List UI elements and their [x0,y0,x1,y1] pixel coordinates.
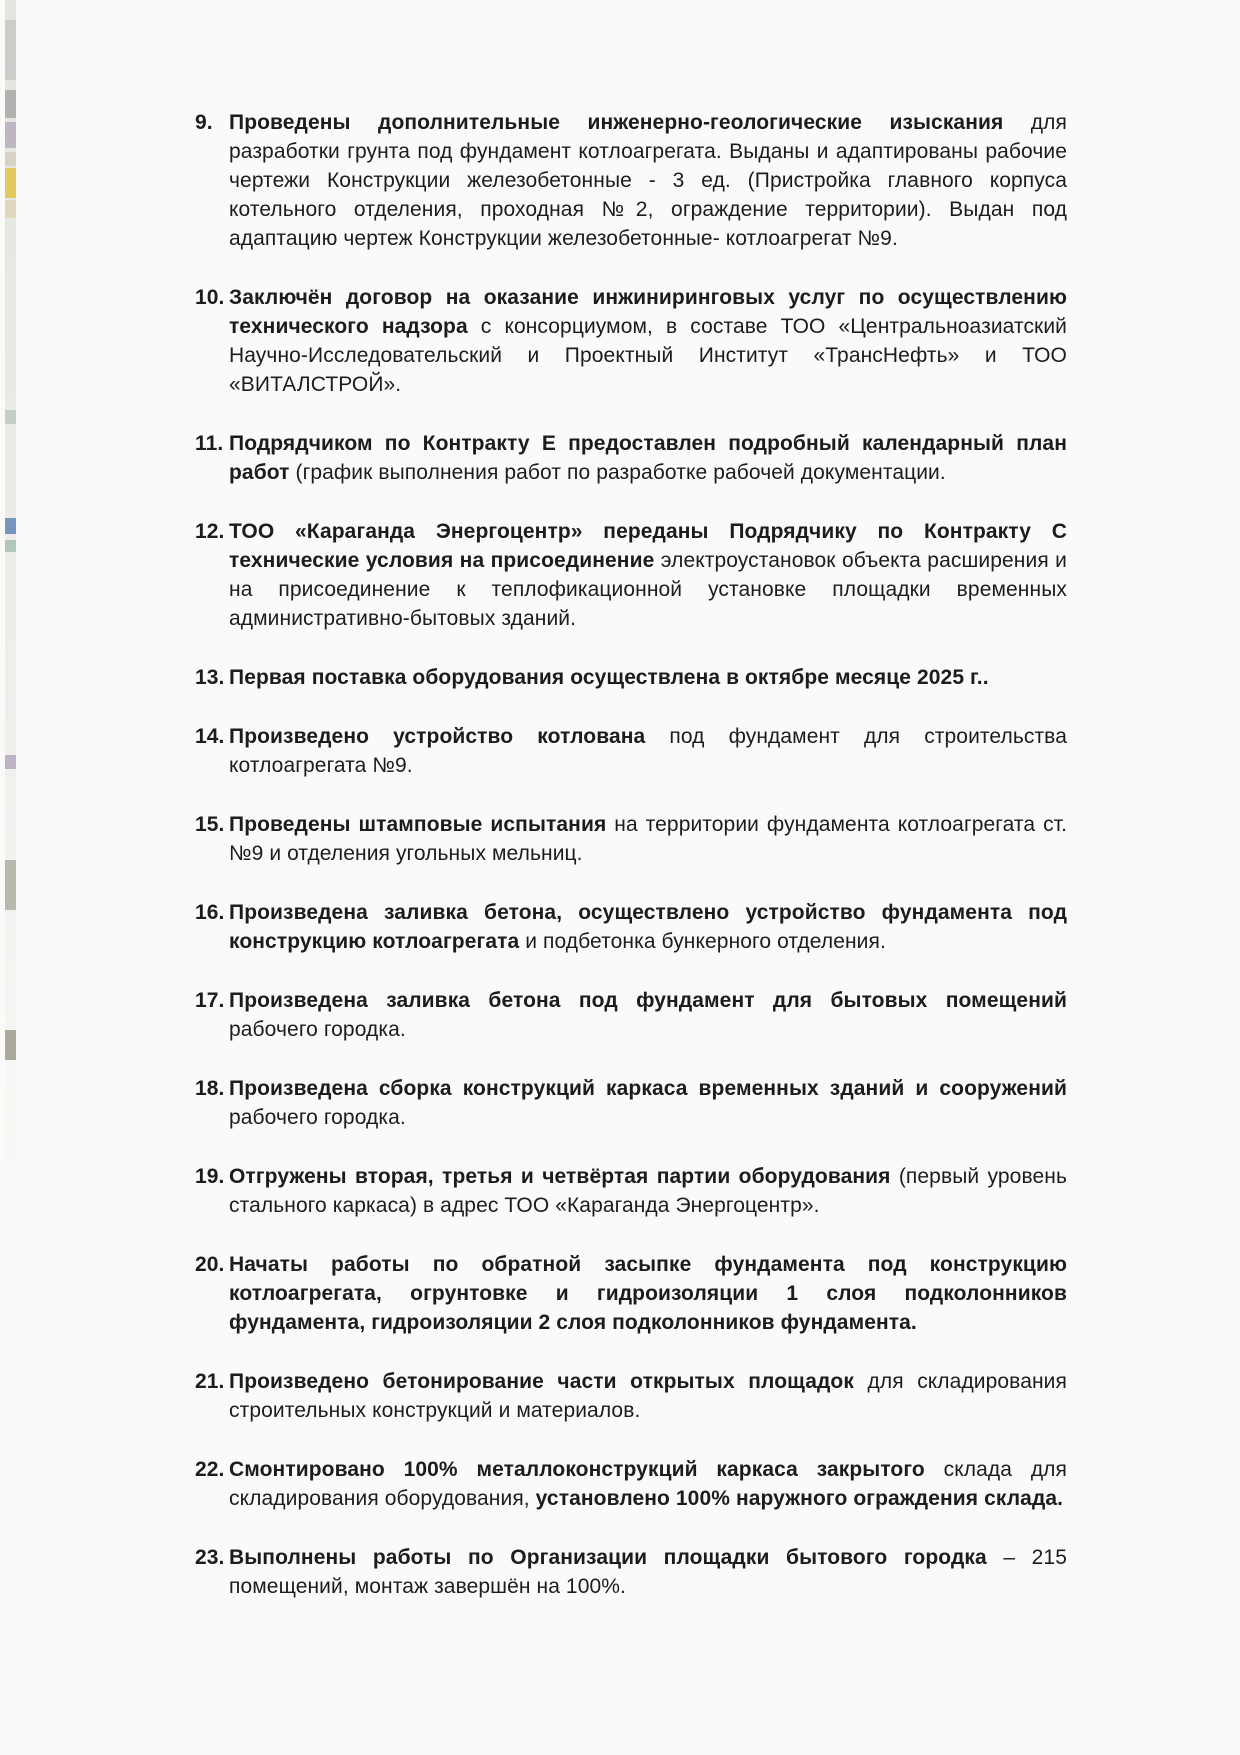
list-item [195,1455,1067,1513]
list-item [195,108,1067,253]
item-text [229,810,1067,868]
list-item [195,429,1067,487]
item-text-segment: – 215 помещений, монтаж завершён на 100%. [229,1546,1067,1598]
item-text-bold-segment: Проведены дополнительные инженерно-геологические изыскания [229,111,1004,134]
item-text [229,986,1067,1044]
item-number: 11. [195,432,224,455]
item-text-segment: под фундамент для строительства котлоагрегата №9. [229,725,1067,777]
list-item [195,1162,1067,1220]
item-number: 13. [195,666,225,689]
item-text-segment: рабочего городка. [229,1018,406,1041]
scan-artifact [5,410,16,424]
item-number: 17. [195,989,225,1012]
list-item [195,663,1067,692]
item-number: 23. [195,1546,225,1569]
item-text [229,898,1067,956]
item-text-bold-segment: Заключён договор на оказание инжиниринговых услуг по осуществлению технического надзора [229,286,1067,338]
item-text [229,1367,1067,1425]
item-text [229,1250,1067,1337]
item-text-segment: для складирования строительных конструкций и материалов. [229,1370,1067,1422]
item-text-bold-segment: Подрядчиком по Контракту Е предоставлен подробный календарный план работ [229,432,1067,484]
item-text [229,663,1067,692]
item-text-bold-segment: установлено 100% наружного ограждения склада. [529,1487,1064,1510]
item-text-segment: склада для складирования оборудования, [229,1458,1068,1510]
item-text-segment: на территории фундамента котлоагрегата ст.№9 и отделения угольных мельниц. [229,813,1068,865]
item-text-bold-segment: Проведены штамповые испытания [229,813,607,836]
scan-artifact [5,20,16,80]
item-text [229,1162,1067,1220]
item-number: 15. [195,813,225,836]
item-text-segment: (график выполнения работ по разработке рабочей документации. [289,461,946,484]
item-text-bold-segment: Начаты работы по обратной засыпке фундамента под конструкцию котлоагрегата, огрунтовке и гидроизоляции 1 слоя подколонников фундамента, гидроизоляции 2 слоя подколонников фундамента. [229,1253,1067,1334]
item-text-bold-segment: ТОО «Караганда Энергоцентр» переданы Подрядчику по Контракту С технические условия на присоединение [229,520,1067,572]
item-text [229,283,1067,399]
item-text-bold-segment: Произведено бетонирование части открытых площадок [229,1370,854,1393]
list-item [195,986,1067,1044]
item-text [229,722,1067,780]
item-text [229,1543,1067,1601]
scan-artifact [5,200,16,218]
item-number: 14. [195,725,225,748]
item-number: 22. [195,1458,225,1481]
item-text-bold-segment: Произведена сборка конструкций каркаса временных зданий и сооружений [229,1077,1067,1100]
scan-artifact [5,540,16,552]
item-text-segment: электроустановок объекта расширения и на присоединение к теплофикационной установке площадки временных административно-бытовых зданий. [229,549,1067,630]
item-text-bold-segment: Первая поставка оборудования осуществлена в октябре месяце 2025 г.. [229,666,989,689]
list-item [195,517,1067,633]
item-text [229,517,1067,633]
scan-artifact [5,755,16,769]
item-text [229,1455,1067,1513]
scan-artifact [5,152,16,166]
item-text [229,429,1067,487]
item-text-segment: (первый уровень стального каркаса) в адрес ТОО «Караганда Энергоцентр». [229,1165,1067,1217]
item-text-segment: с консорциумом, в составе ТОО «Центральноазиатский Научно-Исследовательский и Проектный Институт «ТрансНефть» и ТОО «ВИТАЛСТРОЙ». [229,315,1067,396]
numbered-list [195,108,1067,1601]
item-text [229,1074,1067,1132]
scan-artifact [5,1030,16,1060]
scan-artifact [5,168,16,198]
list-item [195,898,1067,956]
item-text-bold-segment: Произведена заливка бетона, осуществлено устройство фундамента под конструкцию котлоагрегата [229,901,1067,953]
list-item [195,1543,1067,1601]
item-number: 9. [195,111,213,134]
list-item [195,722,1067,780]
scan-artifact [5,122,16,148]
item-text-bold-segment: Смонтировано 100% металлоконструкций каркаса закрытого [229,1458,925,1481]
scan-edge-artifact-strip [5,0,16,1160]
item-number: 19. [195,1165,225,1188]
item-text [229,108,1067,253]
list-item [195,283,1067,399]
item-text-bold-segment: Произведено устройство котлована [229,725,646,748]
item-number: 20. [195,1253,225,1276]
item-text-bold-segment: Произведена заливка бетона под фундамент для бытовых помещений [229,989,1067,1012]
list-item [195,810,1067,868]
item-text-bold-segment: Отгружены вторая, третья и четвёртая партии оборудования [229,1165,891,1188]
scan-artifact [5,90,16,118]
item-text-bold-segment: Выполнены работы по Организации площадки бытового городка [229,1546,987,1569]
item-text-segment: рабочего городка. [229,1106,406,1129]
scan-artifact [5,518,16,534]
list-item [195,1074,1067,1132]
item-text-segment: и подбетонка бункерного отделения. [519,930,886,953]
list-item [195,1367,1067,1425]
item-number: 12. [195,520,225,543]
item-number: 18. [195,1077,225,1100]
list-item [195,1250,1067,1337]
item-number: 10. [195,286,225,309]
item-text-segment: для разработки грунта под фундамент котлоагрегата. Выданы и адаптированы рабочие чертежи Конструкции железобетонные - 3 ед. (Пристройка главного корпуса котельного отделения, проходная №2, ограждение территории). Выдан под адаптацию чертеж Конструкции железобетонные- котлоагрегат №9. [229,111,1067,250]
item-number: 21. [195,1370,225,1393]
item-number: 16. [195,901,225,924]
scan-artifact [5,860,16,910]
